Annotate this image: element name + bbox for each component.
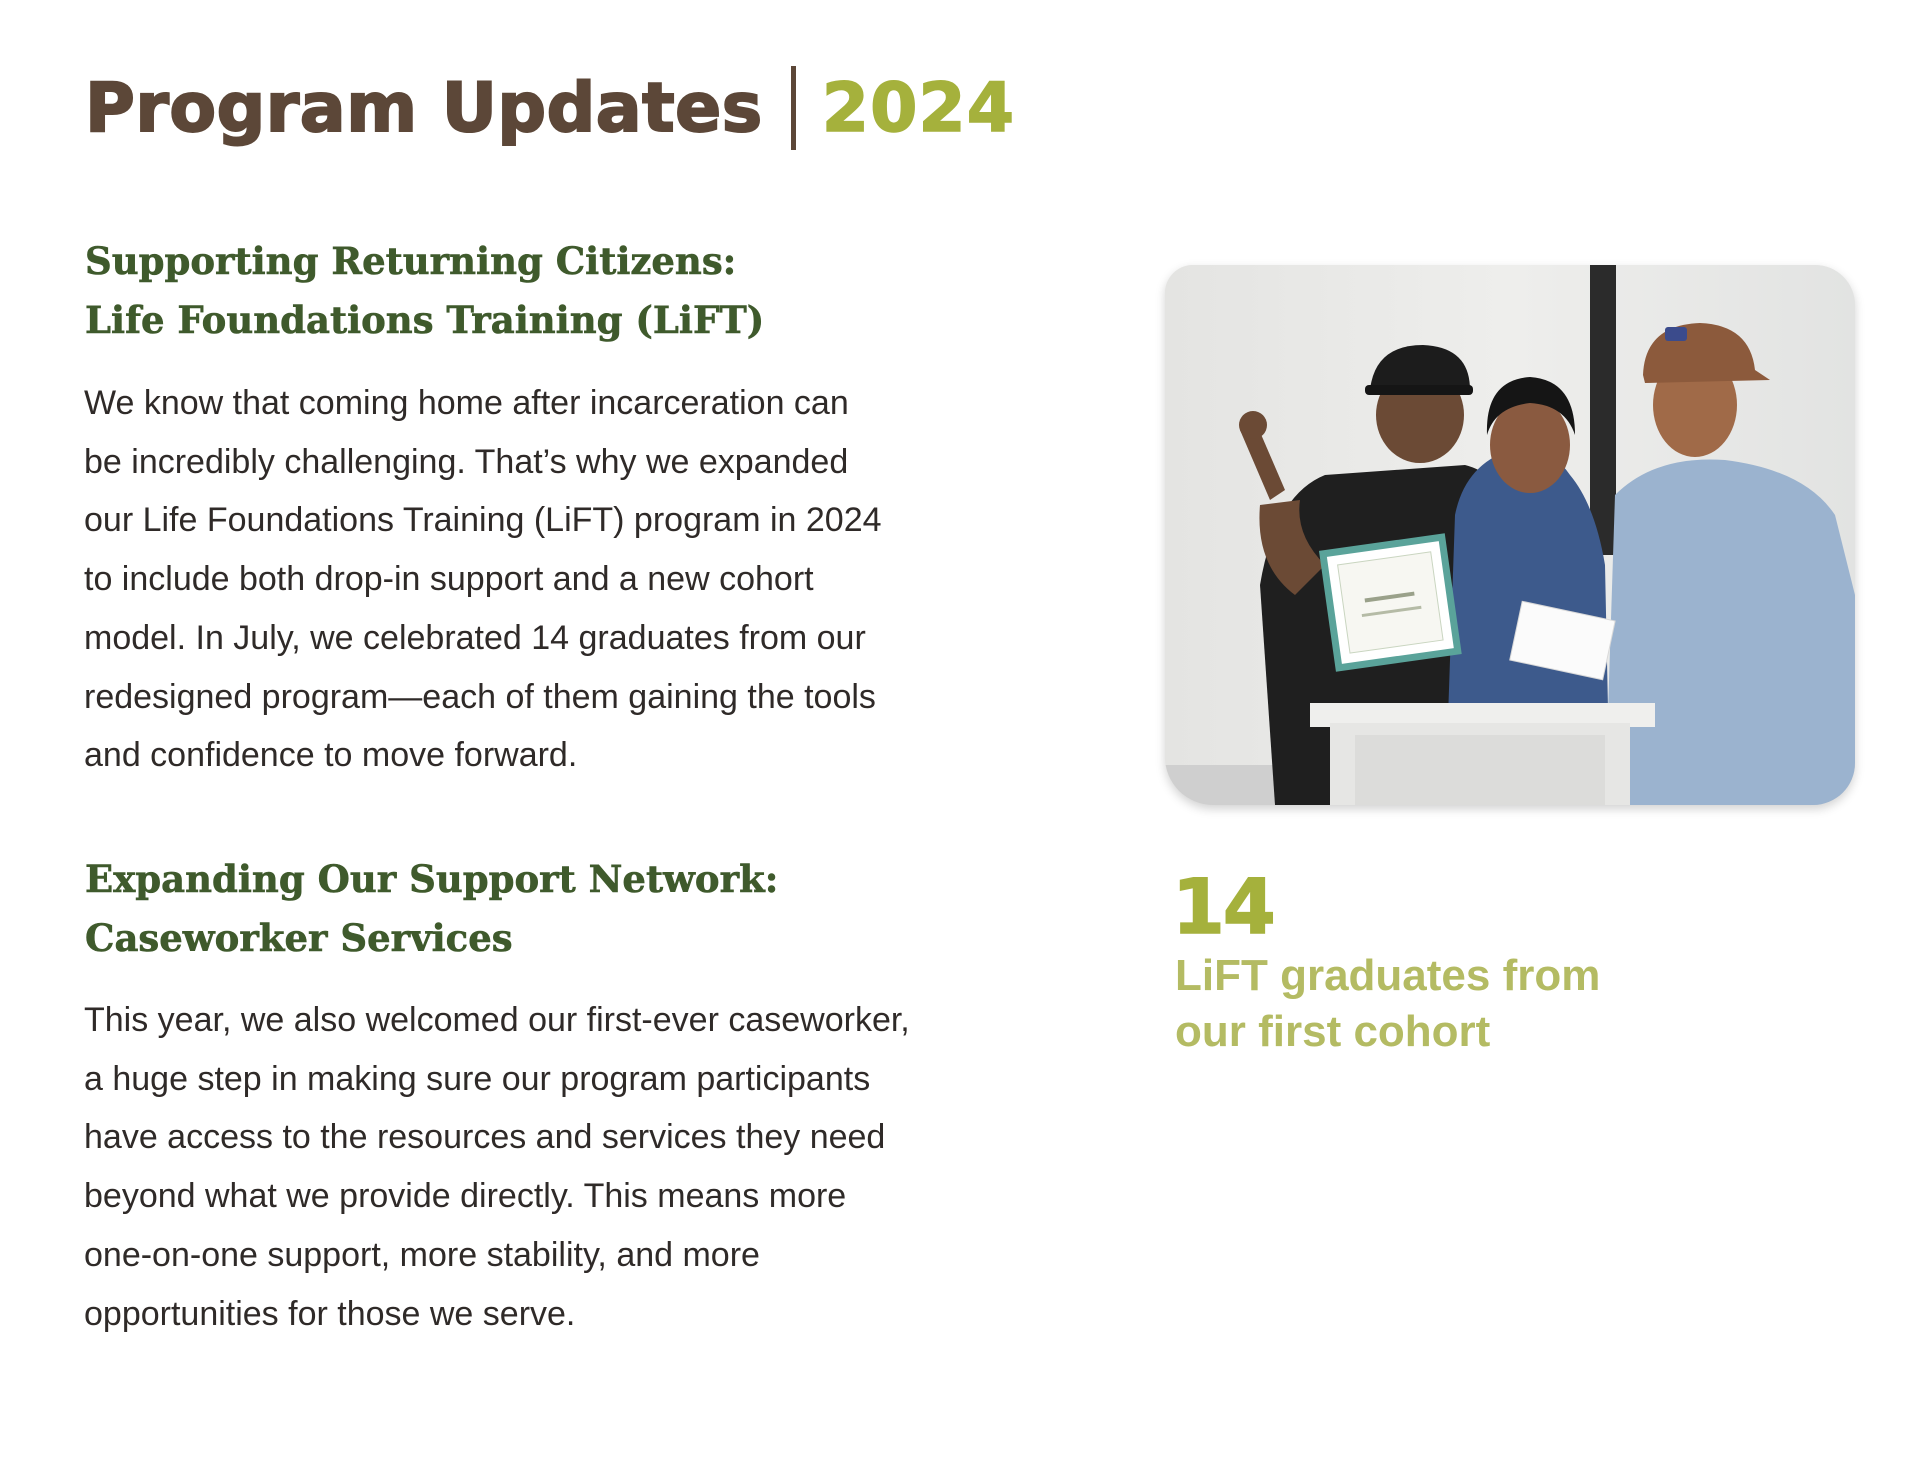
section-heading-caseworker — [85, 850, 778, 968]
body-line: beyond what we provide directly. This means more — [84, 1177, 847, 1216]
section-body-lift — [84, 374, 1014, 785]
graduation-photo-illustration — [1165, 265, 1855, 805]
body-line: opportunities for those we serve. — [84, 1294, 576, 1333]
section-heading-line: Supporting Returning Citizens: — [85, 239, 737, 283]
body-line: a huge step in making sure our program participants — [84, 1059, 871, 1098]
body-line: redesigned program—each of them gaining the tools — [84, 677, 876, 716]
section-heading-lift — [85, 232, 764, 350]
graduation-photo — [1165, 265, 1855, 805]
page-title-year: 2024 — [821, 68, 1016, 148]
body-line: model. In July, we celebrated 14 graduates from our — [84, 618, 866, 657]
section-heading-line: Expanding Our Support Network: — [85, 857, 779, 901]
page-title-main: Program Updates — [85, 68, 763, 148]
body-line: to include both drop-in support and a new cohort — [84, 560, 814, 599]
section-heading-line: Life Foundations Training (LiFT) — [85, 298, 765, 342]
section-body-caseworker — [84, 991, 1014, 1343]
body-line: and confidence to move forward. — [84, 736, 578, 775]
stat-label-line: our first cohort — [1175, 1007, 1491, 1056]
stat-number: 14 — [1172, 862, 1274, 951]
stat-label — [1175, 948, 1600, 1060]
title-divider — [791, 66, 796, 150]
body-line: We know that coming home after incarceration can — [84, 384, 849, 422]
stat-label-line: LiFT graduates from — [1175, 951, 1601, 1000]
body-line: be incredibly challenging. That’s why we expanded — [84, 442, 849, 481]
body-line: our Life Foundations Training (LiFT) program in 2024 — [84, 501, 882, 540]
body-line: one-on-one support, more stability, and more — [84, 1235, 760, 1274]
section-heading-line: Caseworker Services — [85, 916, 513, 960]
body-line: have access to the resources and services they need — [84, 1118, 886, 1157]
body-line: This year, we also welcomed our first-ever caseworker, — [84, 1001, 910, 1039]
page-title — [85, 58, 1015, 158]
